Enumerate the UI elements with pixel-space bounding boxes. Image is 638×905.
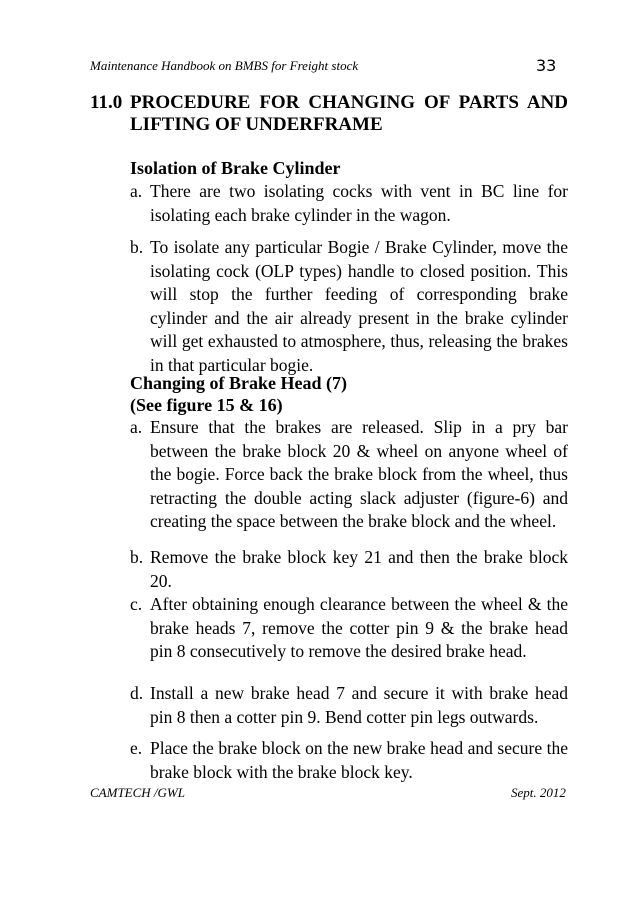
brake-head-item-c [130, 593, 568, 664]
item-text: To isolate any particular Bogie / Brake Cylinder, move the isolating cock (OLP types) handle to closed position. This will stop the further feeding of corresponding brake cylinder and the air already present in the brake cylinder will get exhausted to atmosphere, thus, releasing the brakes in that particular bogie. [150, 237, 568, 375]
isolation-item-b [130, 236, 568, 377]
item-label: d. [130, 683, 144, 703]
item-text: Place the brake block on the new brake head and secure the brake block with the brake block key. [150, 738, 568, 782]
running-header-title: Maintenance Handbook on BMBS for Freight stock [90, 58, 359, 73]
item-label: a. [130, 181, 143, 201]
item-label: c. [130, 594, 143, 614]
brake-head-item-d [130, 682, 568, 729]
brake-head-heading: Changing of Brake Head (7) [130, 373, 348, 393]
brake-head-item-a [130, 416, 568, 534]
item-label: e. [130, 738, 143, 758]
item-label: b. [130, 547, 144, 567]
brake-head-subheading: (See figure 15 & 16) [130, 395, 283, 415]
brake-head-item-b [130, 546, 568, 593]
isolation-heading: Isolation of Brake Cylinder [130, 158, 341, 178]
item-text: There are two isolating cocks with vent in BC line for isolating each brake cylinder in the wagon. [150, 181, 568, 225]
page-number: 33 [536, 56, 557, 75]
section-heading [90, 92, 568, 136]
item-text: After obtaining enough clearance between the wheel & the brake heads 7, remove the cotter pin 9 & the brake head pin 8 consecutively to remove the desired brake head. [150, 594, 568, 661]
item-text: Install a new brake head 7 and secure it with brake head pin 8 then a cotter pin 9. Bend cotter pin legs outwards. [150, 683, 568, 727]
item-text: Remove the brake block key 21 and then the brake block 20. [150, 547, 568, 591]
brake-head-item-e [130, 737, 568, 784]
isolation-item-a [130, 180, 568, 227]
footer-organization: CAMTECH /GWL [90, 785, 185, 800]
section-number: 11.0 [90, 92, 123, 113]
item-text: Ensure that the brakes are released. Slip in a pry bar between the brake block 20 & wheel on anyone wheel of the bogie. Force back the brake block from the wheel, thus retracting the double acting slack adjuster (figure-6) and creating the space between the brake block and the wheel. [150, 417, 568, 531]
section-title-line-1: PROCEDURE FOR CHANGING OF PARTS AND [130, 92, 568, 113]
footer-date: Sept. 2012 [511, 785, 566, 800]
item-label: a. [130, 417, 143, 437]
section-title-line-2: LIFTING OF UNDERFRAME [130, 114, 383, 135]
item-label: b. [130, 237, 144, 257]
